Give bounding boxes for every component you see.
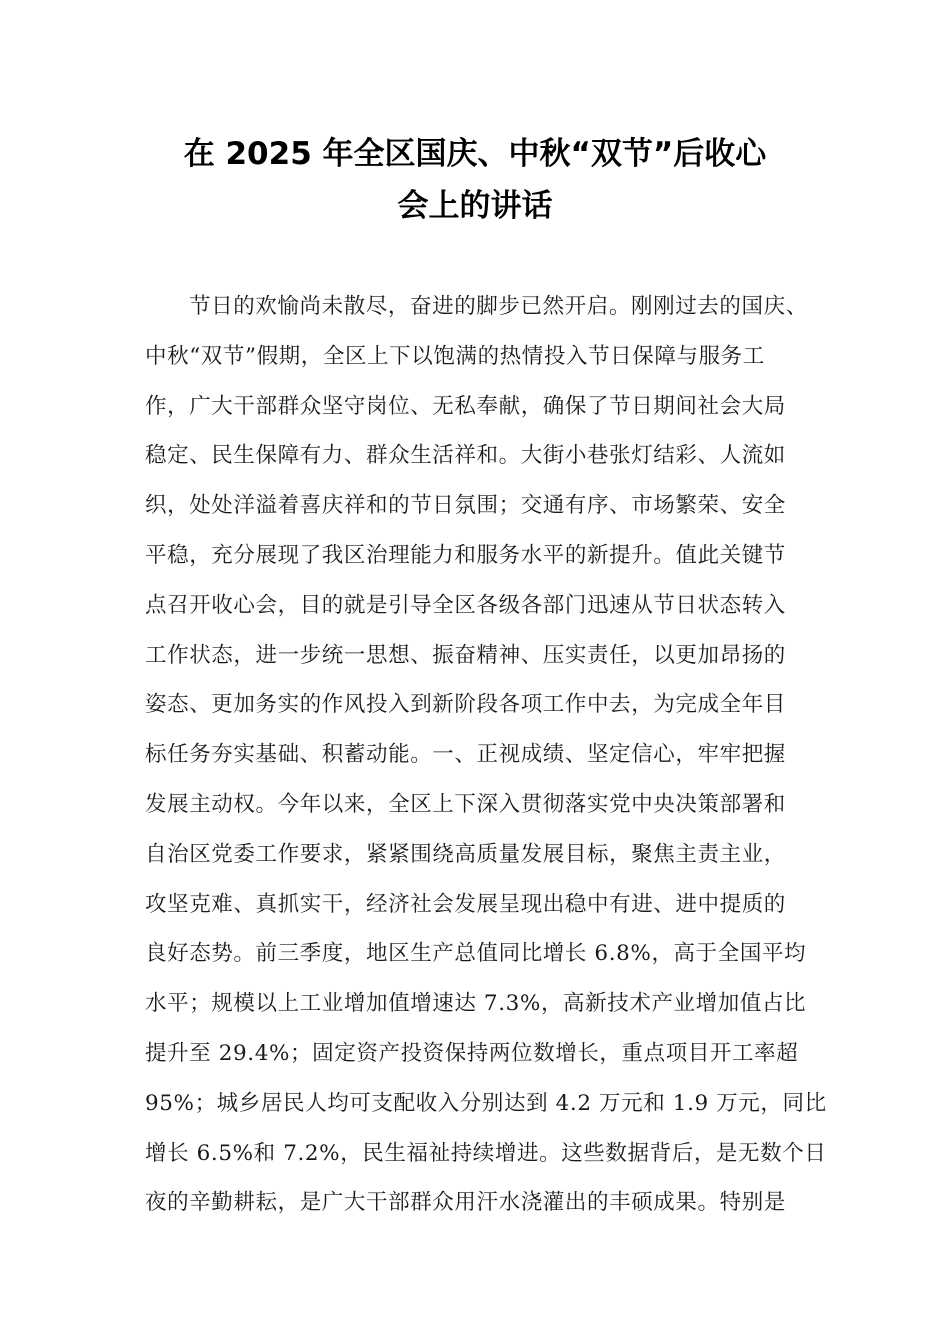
body-line: 夜的辛勤耕耘，是广大干部群众用汗水浇灌出的丰硕成果。特别是	[145, 1190, 786, 1216]
body-line: 中秋“双节”假期，全区上下以饱满的热情投入节日保障与服务工	[145, 343, 765, 369]
body-line: 作，广大干部群众坚守岗位、无私奉献，确保了节日期间社会大局	[145, 393, 786, 419]
body-line: 自治区党委工作要求，紧紧围绕高质量发展目标，聚焦主责主业，	[145, 841, 786, 867]
body-line: 稳定、民生保障有力、群众生活祥和。大街小巷张灯结彩、人流如	[145, 443, 786, 469]
body-line: 平稳，充分展现了我区治理能力和服务水平的新提升。值此关键节	[145, 542, 786, 568]
body-line: 点召开收心会，目的就是引导全区各级各部门迅速从节日状态转入	[145, 592, 786, 618]
body-line: 姿态、更加务实的作风投入到新阶段各项工作中去，为完成全年目	[145, 692, 786, 718]
body-line: 发展主动权。今年以来，全区上下深入贯彻落实党中央决策部署和	[145, 791, 786, 817]
body-line: 良好态势。前三季度，地区生产总值同比增长 6.8%，高于全国平均	[145, 941, 807, 967]
body-line: 水平；规模以上工业增加值增速达 7.3%，高新技术产业增加值占比	[145, 991, 807, 1017]
title-line-1: 在 2025 年全区国庆、中秋“双节”后收心	[183, 136, 767, 172]
body-line: 工作状态，进一步统一思想、振奋精神、压实责任，以更加昂扬的	[145, 642, 786, 668]
body-line: 增长 6.5%和 7.2%，民生福祉持续增进。这些数据背后，是无数个日	[145, 1140, 827, 1166]
body-line: 攻坚克难、真抓实干，经济社会发展呈现出稳中有进、进中提质的	[145, 891, 786, 917]
body-line: 标任务夯实基础、积蓄动能。一、正视成绩、坚定信心，牢牢把握	[145, 742, 786, 768]
body-line: 提升至 29.4%；固定资产投资保持两位数增长，重点项目开工率超	[145, 1040, 799, 1066]
document-body	[145, 282, 825, 1228]
body-line: 织，处处洋溢着喜庆祥和的节日氛围；交通有序、市场繁荣、安全	[145, 493, 786, 519]
body-line: 95%；城乡居民人均可支配收入分别达到 4.2 万元和 1.9 万元，同比	[145, 1090, 827, 1116]
document-title	[130, 128, 820, 232]
title-line-2: 会上的讲话	[397, 188, 553, 224]
body-line: 节日的欢愉尚未散尽，奋进的脚步已然开启。刚刚过去的国庆、	[189, 294, 808, 319]
